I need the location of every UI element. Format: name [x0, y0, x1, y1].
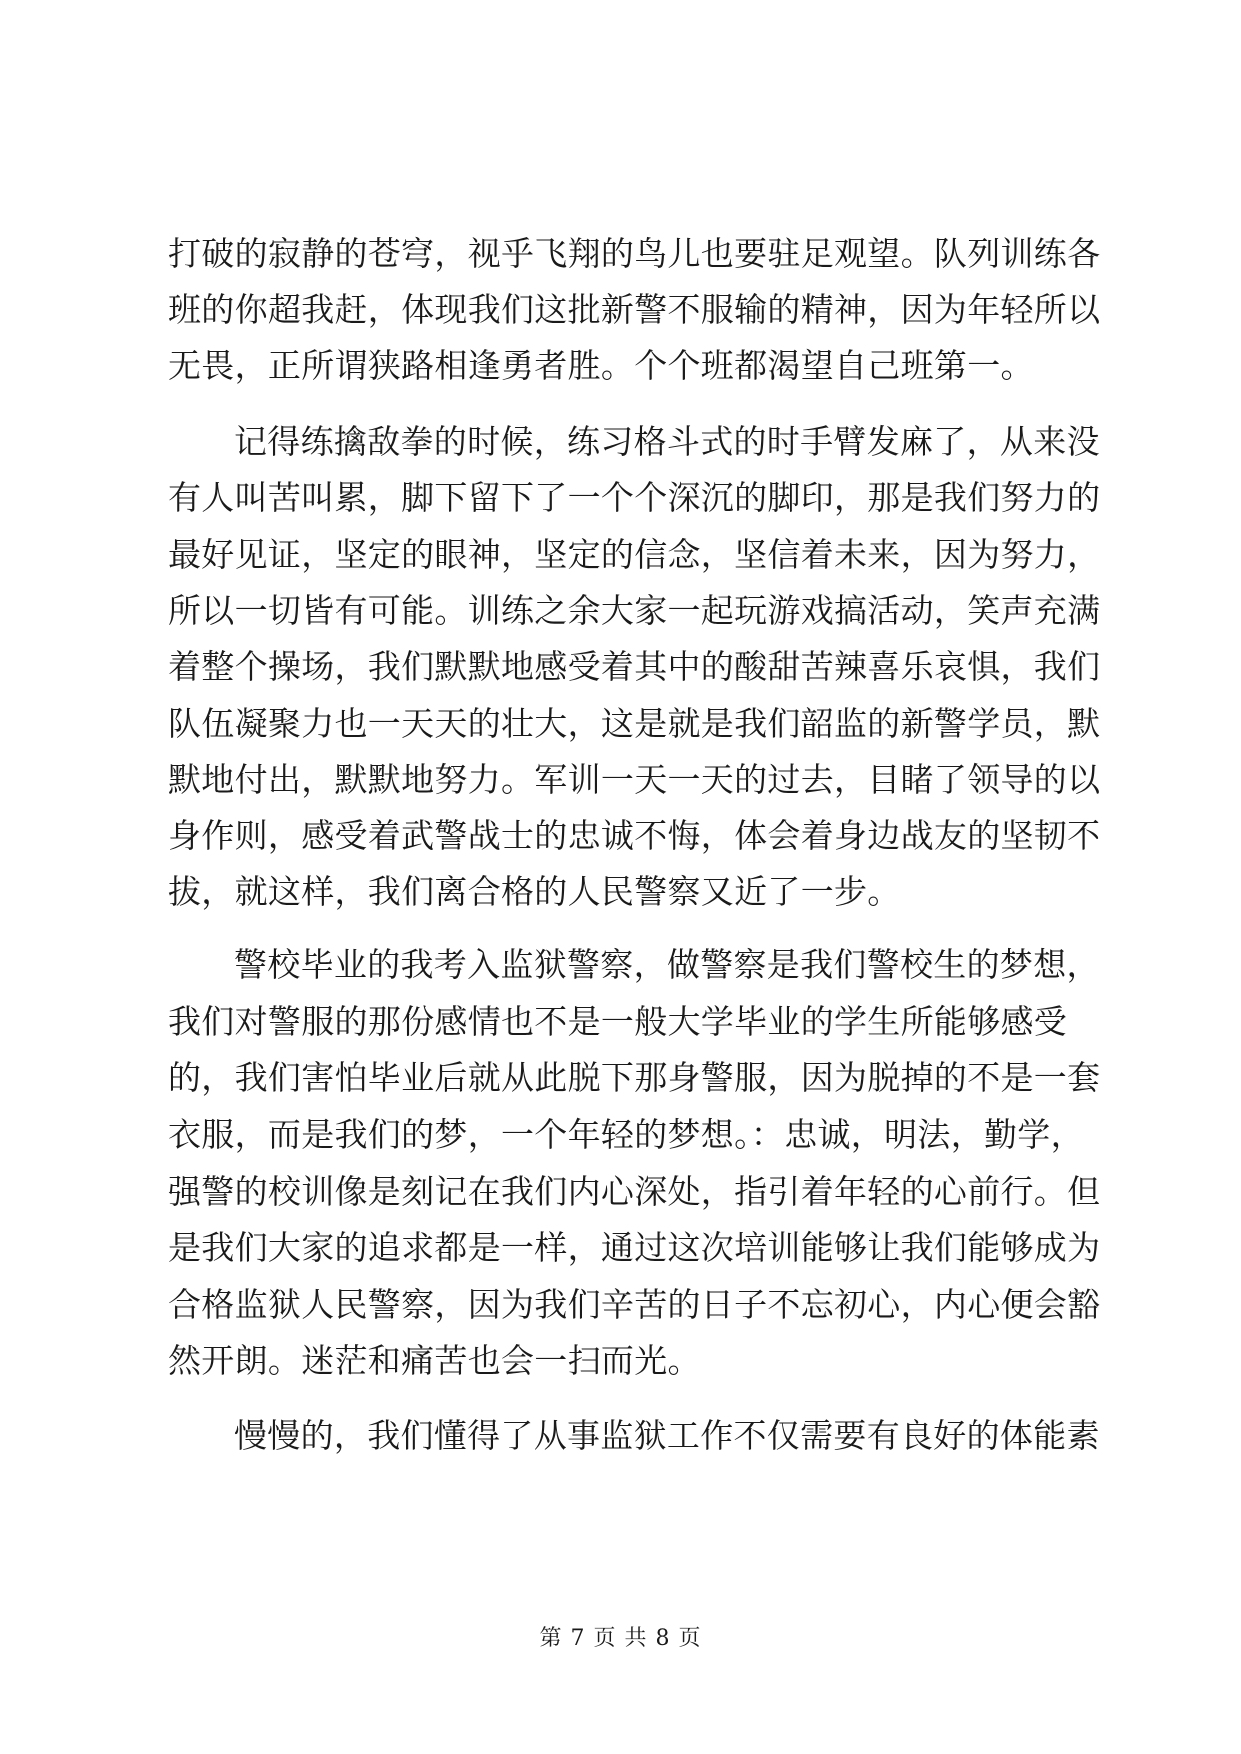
text-line: 拔，就这样，我们离合格的人民警察又近了一步。 — [168, 872, 901, 911]
text-line: 强警的校训像是刻记在我们内心深处，指引着年轻的心前行。但 — [168, 1172, 1101, 1211]
text-line: 队伍凝聚力也一天天的壮大，这是就是我们韶监的新警学员，默 — [168, 704, 1101, 743]
text-line: 最好见证，坚定的眼神，坚定的信念，坚信着未来，因为努力， — [168, 535, 1101, 574]
text-line: 所以一切皆有可能。训练之余大家一起玩游戏搞活动，笑声充满 — [168, 591, 1101, 630]
text-line: 着整个操场，我们默默地感受着其中的酸甜苦辣喜乐哀惧，我们 — [168, 647, 1101, 686]
text-line: 合格监狱人民警察，因为我们辛苦的日子不忘初心，内心便会豁 — [168, 1285, 1101, 1324]
text-line: 打破的寂静的苍穹，视乎飞翔的鸟儿也要驻足观望。队列训练各 — [168, 234, 1101, 273]
text-line: 班的你超我赶，体现我们这批新警不服输的精神，因为年轻所以 — [168, 290, 1101, 329]
text-line: 我们对警服的那份感情也不是一般大学毕业的学生所能够感受 — [168, 1002, 1068, 1041]
paragraph-first-line: 记得练擒敌拳的时候，练习格斗式的时手臂发麻了，从来没 — [234, 422, 1100, 461]
paragraph-first-line: 警校毕业的我考入监狱警察，做警察是我们警校生的梦想， — [234, 945, 1100, 984]
page-number-footer: 第 7 页 共 8 页 — [539, 1626, 702, 1651]
paragraph-first-line: 慢慢的，我们懂得了从事监狱工作不仅需要有良好的体能素 — [234, 1416, 1100, 1455]
text-line: 是我们大家的追求都是一样，通过这次培训能够让我们能够成为 — [168, 1228, 1101, 1267]
text-line: 默地付出，默默地努力。军训一天一天的过去，目睹了领导的以 — [168, 760, 1101, 799]
text-line: 有人叫苦叫累，脚下留下了一个个深沉的脚印，那是我们努力的 — [168, 478, 1101, 517]
text-line: 无畏，正所谓狭路相逢勇者胜。个个班都渴望自己班第一。 — [168, 346, 1034, 385]
text-line: 衣服，而是我们的梦，一个年轻的梦想。：忠诚，明法，勤学， — [168, 1115, 1084, 1154]
text-line: 然开朗。迷茫和痛苦也会一扫而光。 — [168, 1341, 701, 1380]
text-line: 身作则，感受着武警战士的忠诚不悔，体会着身边战友的坚韧不 — [168, 816, 1101, 855]
text-line: 的，我们害怕毕业后就从此脱下那身警服，因为脱掉的不是一套 — [168, 1058, 1101, 1097]
